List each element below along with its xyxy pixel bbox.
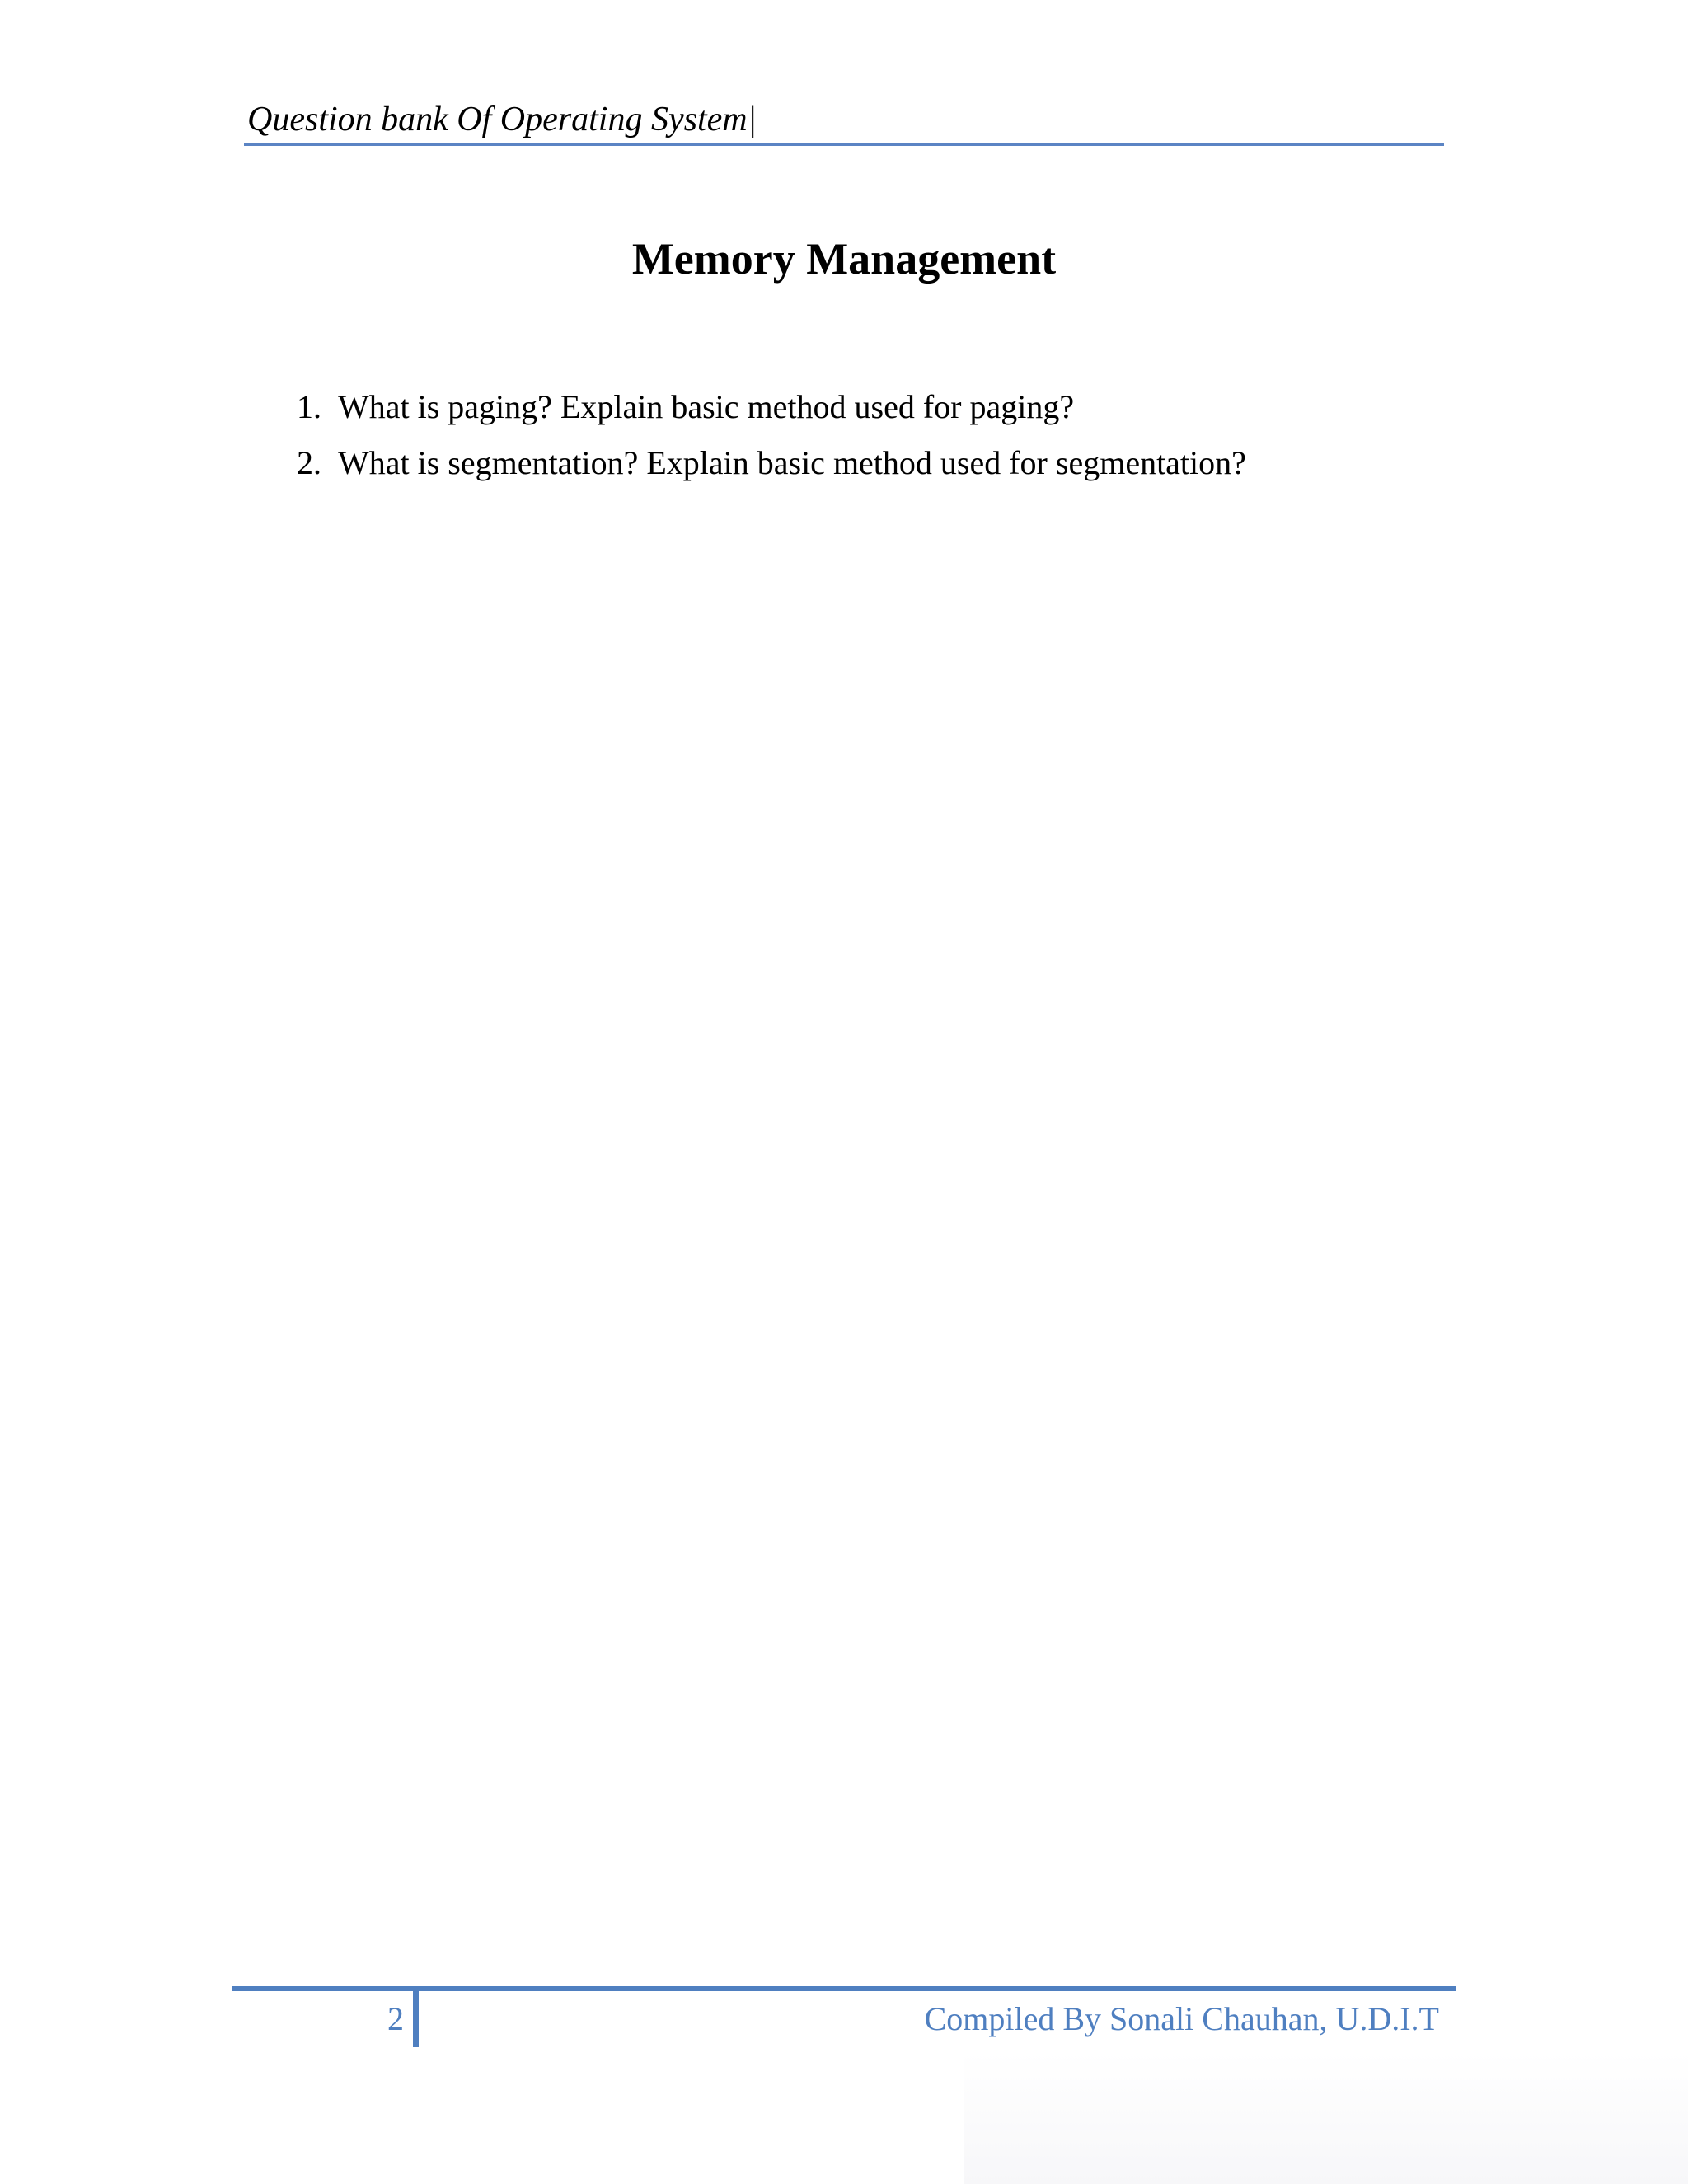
question-item: [297, 435, 1246, 491]
question-item: [297, 379, 1246, 435]
page-title: Memory Management: [631, 234, 1057, 284]
question-list: [297, 379, 1246, 491]
header-rule: [244, 143, 1444, 146]
page-number: 2: [387, 2000, 404, 2037]
question-number: 2.: [297, 444, 321, 481]
question-text: What is segmentation? Explain basic method used for segmentation?: [338, 444, 1246, 481]
question-text: What is paging? Explain basic method used for paging?: [338, 388, 1075, 425]
question-number: 1.: [297, 388, 321, 425]
page-shading: [964, 2052, 1688, 2184]
footer-divider: [413, 1986, 419, 2047]
footer-credit: Compiled By Sonali Chauhan, U.D.I.T: [924, 2000, 1439, 2037]
running-header: Question bank Of Operating System|: [247, 101, 757, 138]
